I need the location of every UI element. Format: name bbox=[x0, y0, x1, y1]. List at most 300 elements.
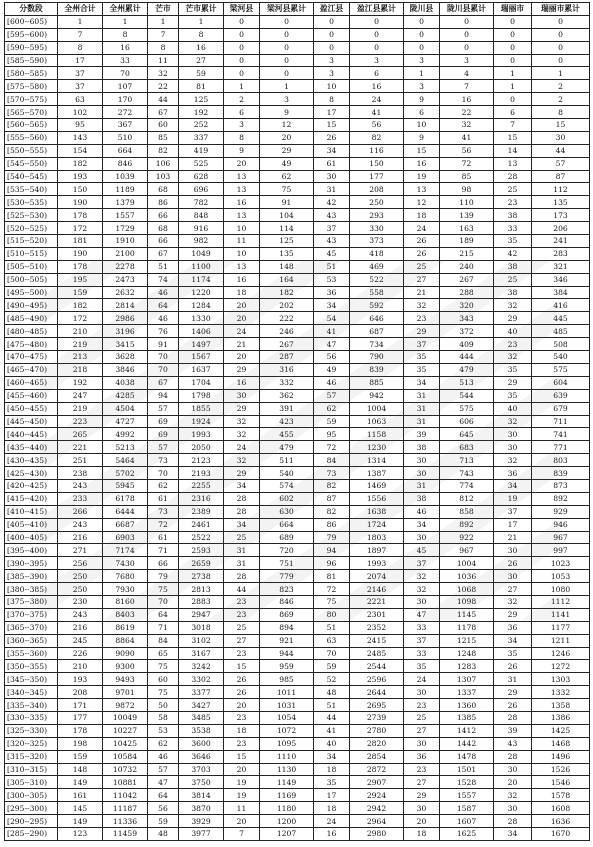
column-header: 分数段 bbox=[5, 3, 58, 16]
value-cell: 25 bbox=[224, 621, 260, 634]
value-cell: 3 bbox=[440, 54, 494, 67]
value-cell: 29 bbox=[404, 325, 440, 338]
value-cell: 40 bbox=[494, 325, 532, 338]
value-cell: 0 bbox=[260, 41, 314, 54]
value-cell: 54 bbox=[314, 312, 350, 325]
score-range-cell: [365--370) bbox=[5, 621, 58, 634]
value-cell: 32 bbox=[494, 454, 532, 467]
value-cell: 790 bbox=[350, 351, 404, 364]
value-cell: 922 bbox=[440, 531, 494, 544]
value-cell: 17 bbox=[58, 54, 103, 67]
value-cell: 52 bbox=[314, 673, 350, 686]
value-cell: 18 bbox=[314, 802, 350, 815]
value-cell: 544 bbox=[440, 389, 494, 402]
value-cell: 592 bbox=[350, 299, 404, 312]
value-cell: 10227 bbox=[103, 724, 148, 737]
value-cell: 62 bbox=[148, 737, 179, 750]
value-cell: 250 bbox=[350, 196, 404, 209]
value-cell: 1501 bbox=[440, 763, 494, 776]
table-row bbox=[5, 402, 590, 415]
value-cell: 30 bbox=[494, 441, 532, 454]
table-row bbox=[5, 170, 590, 183]
value-cell: 247 bbox=[58, 389, 103, 402]
value-cell: 10 bbox=[224, 247, 260, 260]
value-cell: 2813 bbox=[179, 583, 224, 596]
value-cell: 98 bbox=[440, 183, 494, 196]
score-range-cell: [385--390) bbox=[5, 570, 58, 583]
value-cell: 5464 bbox=[103, 454, 148, 467]
value-cell: 343 bbox=[440, 312, 494, 325]
value-cell: 150 bbox=[350, 157, 404, 170]
value-cell: 679 bbox=[532, 402, 590, 415]
value-cell: 73 bbox=[148, 505, 179, 518]
value-cell: 1031 bbox=[260, 699, 314, 712]
value-cell: 218 bbox=[58, 363, 103, 376]
value-cell: 1385 bbox=[440, 711, 494, 724]
table-row bbox=[5, 209, 590, 222]
value-cell: 330 bbox=[350, 222, 404, 235]
value-cell: 206 bbox=[532, 222, 590, 235]
value-cell: 3242 bbox=[179, 660, 224, 673]
value-cell: 41 bbox=[350, 106, 404, 119]
value-cell: 6444 bbox=[103, 505, 148, 518]
table-row bbox=[5, 660, 590, 673]
value-cell: 2316 bbox=[179, 492, 224, 505]
score-range-cell: [430--435) bbox=[5, 454, 58, 467]
value-cell: 114 bbox=[260, 222, 314, 235]
value-cell: 6 bbox=[404, 106, 440, 119]
value-cell: 56 bbox=[440, 144, 494, 157]
value-cell: 37 bbox=[404, 557, 440, 570]
value-cell: 7 bbox=[494, 119, 532, 132]
value-cell: 48 bbox=[148, 828, 179, 841]
value-cell: 3814 bbox=[179, 789, 224, 802]
column-header: 梁河县累计 bbox=[260, 3, 314, 16]
value-cell: 154 bbox=[58, 144, 103, 157]
value-cell: 27 bbox=[179, 54, 224, 67]
table-row bbox=[5, 351, 590, 364]
value-cell: 45 bbox=[404, 544, 440, 557]
value-cell: 82 bbox=[148, 144, 179, 157]
value-cell: 1556 bbox=[350, 492, 404, 505]
table-row bbox=[5, 673, 590, 686]
score-range-cell: [305--310) bbox=[5, 776, 58, 789]
score-range-cell: [560--565) bbox=[5, 119, 58, 132]
value-cell: 2352 bbox=[350, 621, 404, 634]
table-row bbox=[5, 80, 590, 93]
value-cell: 1 bbox=[532, 67, 590, 80]
value-cell: 139 bbox=[440, 209, 494, 222]
value-cell: 240 bbox=[440, 260, 494, 273]
value-cell: 148 bbox=[58, 763, 103, 776]
value-cell: 85 bbox=[148, 131, 179, 144]
score-range-cell: [490--495) bbox=[5, 299, 58, 312]
score-distribution-table bbox=[4, 2, 590, 841]
value-cell: 0 bbox=[494, 15, 532, 28]
value-cell: 0 bbox=[404, 28, 440, 41]
value-cell: 62 bbox=[148, 479, 179, 492]
value-cell: 35 bbox=[494, 647, 532, 660]
value-cell: 26 bbox=[494, 557, 532, 570]
score-range-cell: [405--410) bbox=[5, 518, 58, 531]
value-cell: 4504 bbox=[103, 402, 148, 415]
table-row bbox=[5, 28, 590, 41]
value-cell: 29 bbox=[224, 402, 260, 415]
value-cell: 1215 bbox=[440, 634, 494, 647]
value-cell: 2123 bbox=[179, 454, 224, 467]
value-cell: 226 bbox=[58, 647, 103, 660]
value-cell: 1332 bbox=[532, 686, 590, 699]
value-cell: 143 bbox=[58, 131, 103, 144]
value-cell: 33 bbox=[404, 621, 440, 634]
value-cell: 3196 bbox=[103, 325, 148, 338]
value-cell: 32 bbox=[494, 789, 532, 802]
value-cell: 782 bbox=[179, 196, 224, 209]
table-row bbox=[5, 67, 590, 80]
table-row bbox=[5, 93, 590, 106]
value-cell: 2389 bbox=[179, 505, 224, 518]
value-cell: 1478 bbox=[440, 750, 494, 763]
value-cell: 159 bbox=[58, 286, 103, 299]
value-cell: 27 bbox=[404, 776, 440, 789]
value-cell: 66 bbox=[148, 209, 179, 222]
value-cell: 0 bbox=[260, 54, 314, 67]
value-cell: 720 bbox=[260, 544, 314, 557]
value-cell: 245 bbox=[58, 634, 103, 647]
value-cell: 944 bbox=[260, 647, 314, 660]
value-cell: 1387 bbox=[350, 467, 404, 480]
value-cell: 0 bbox=[532, 28, 590, 41]
value-cell: 73 bbox=[148, 454, 179, 467]
value-cell: 32 bbox=[404, 583, 440, 596]
value-cell: 372 bbox=[440, 325, 494, 338]
value-cell: 164 bbox=[260, 273, 314, 286]
value-cell: 53 bbox=[148, 724, 179, 737]
value-cell: 510 bbox=[103, 131, 148, 144]
value-cell: 15 bbox=[314, 119, 350, 132]
value-cell: 38 bbox=[404, 441, 440, 454]
value-cell: 84 bbox=[148, 634, 179, 647]
value-cell: 35 bbox=[314, 776, 350, 789]
value-cell: 40 bbox=[314, 737, 350, 750]
value-cell: 75 bbox=[260, 183, 314, 196]
value-cell: 23 bbox=[494, 338, 532, 351]
value-cell: 846 bbox=[103, 157, 148, 170]
value-cell: 87 bbox=[532, 170, 590, 183]
value-cell: 1054 bbox=[260, 711, 314, 724]
value-cell: 0 bbox=[224, 28, 260, 41]
value-cell: 1220 bbox=[179, 286, 224, 299]
value-cell: 1798 bbox=[179, 389, 224, 402]
value-cell: 0 bbox=[440, 28, 494, 41]
value-cell: 3 bbox=[350, 54, 404, 67]
value-cell: 30 bbox=[404, 454, 440, 467]
value-cell: 223 bbox=[58, 415, 103, 428]
value-cell: 11 bbox=[224, 802, 260, 815]
value-cell: 28 bbox=[494, 750, 532, 763]
value-cell: 70 bbox=[103, 67, 148, 80]
value-cell: 1625 bbox=[440, 828, 494, 841]
table-row bbox=[5, 505, 590, 518]
value-cell: 959 bbox=[260, 660, 314, 673]
value-cell: 33 bbox=[494, 222, 532, 235]
value-cell: 20 bbox=[224, 699, 260, 712]
value-cell: 32 bbox=[494, 351, 532, 364]
value-cell: 46 bbox=[314, 376, 350, 389]
value-cell: 18 bbox=[404, 209, 440, 222]
value-cell: 1497 bbox=[179, 338, 224, 351]
value-cell: 43 bbox=[314, 235, 350, 248]
value-cell: 16 bbox=[103, 41, 148, 54]
value-cell: 189 bbox=[440, 235, 494, 248]
value-cell: 20 bbox=[224, 157, 260, 170]
value-cell: 82 bbox=[314, 479, 350, 492]
value-cell: 17 bbox=[494, 518, 532, 531]
value-cell: 803 bbox=[532, 454, 590, 467]
value-cell: 26 bbox=[404, 235, 440, 248]
value-cell: 416 bbox=[532, 299, 590, 312]
value-cell: 23 bbox=[224, 608, 260, 621]
table-row bbox=[5, 312, 590, 325]
value-cell: 110 bbox=[440, 196, 494, 209]
table-row bbox=[5, 479, 590, 492]
value-cell: 192 bbox=[58, 376, 103, 389]
score-range-cell: [600--605) bbox=[5, 15, 58, 28]
value-cell: 145 bbox=[58, 802, 103, 815]
value-cell: 272 bbox=[103, 106, 148, 119]
value-cell: 38 bbox=[494, 286, 532, 299]
value-cell: 1546 bbox=[532, 776, 590, 789]
value-cell: 26 bbox=[404, 247, 440, 260]
value-cell: 13 bbox=[404, 183, 440, 196]
value-cell: 30 bbox=[494, 802, 532, 815]
value-cell: 1272 bbox=[532, 660, 590, 673]
table-row bbox=[5, 260, 590, 273]
value-cell: 24 bbox=[404, 673, 440, 686]
table-row bbox=[5, 325, 590, 338]
table-row bbox=[5, 144, 590, 157]
value-cell: 70 bbox=[148, 351, 179, 364]
value-cell: 513 bbox=[440, 376, 494, 389]
value-cell: 135 bbox=[532, 196, 590, 209]
value-cell: 4 bbox=[440, 67, 494, 80]
value-cell: 1330 bbox=[179, 312, 224, 325]
value-cell: 32 bbox=[224, 428, 260, 441]
value-cell: 11459 bbox=[103, 828, 148, 841]
score-range-cell: [285--290) bbox=[5, 828, 58, 841]
value-cell: 10049 bbox=[103, 711, 148, 724]
value-cell: 3 bbox=[404, 80, 440, 93]
value-cell: 9 bbox=[404, 93, 440, 106]
value-cell: 30 bbox=[494, 428, 532, 441]
value-cell: 12 bbox=[404, 196, 440, 209]
value-cell: 163 bbox=[440, 222, 494, 235]
value-cell: 10 bbox=[224, 222, 260, 235]
value-cell: 44 bbox=[314, 711, 350, 724]
value-cell: 64 bbox=[148, 789, 179, 802]
value-cell: 418 bbox=[350, 247, 404, 260]
value-cell: 2074 bbox=[350, 570, 404, 583]
score-range-cell: [380--385) bbox=[5, 583, 58, 596]
value-cell: 86 bbox=[314, 518, 350, 531]
value-cell: 2644 bbox=[350, 686, 404, 699]
value-cell: 1468 bbox=[532, 737, 590, 750]
value-cell: 4727 bbox=[103, 415, 148, 428]
value-cell: 11042 bbox=[103, 789, 148, 802]
value-cell: 47 bbox=[314, 338, 350, 351]
value-cell: 208 bbox=[58, 686, 103, 699]
value-cell: 173 bbox=[532, 209, 590, 222]
value-cell: 222 bbox=[260, 312, 314, 325]
value-cell: 241 bbox=[532, 235, 590, 248]
value-cell: 0 bbox=[494, 93, 532, 106]
value-cell: 1637 bbox=[179, 363, 224, 376]
value-cell: 33 bbox=[103, 54, 148, 67]
value-cell: 293 bbox=[350, 209, 404, 222]
value-cell: 885 bbox=[350, 376, 404, 389]
value-cell: 182 bbox=[58, 157, 103, 170]
value-cell: 85 bbox=[440, 170, 494, 183]
value-cell: 13 bbox=[224, 209, 260, 222]
value-cell: 6687 bbox=[103, 518, 148, 531]
value-cell: 2596 bbox=[350, 673, 404, 686]
value-cell: 8 bbox=[314, 93, 350, 106]
value-cell: 1158 bbox=[350, 428, 404, 441]
value-cell: 11336 bbox=[103, 815, 148, 828]
table-row bbox=[5, 235, 590, 248]
value-cell: 1110 bbox=[260, 750, 314, 763]
score-range-cell: [565--570) bbox=[5, 106, 58, 119]
value-cell: 38 bbox=[494, 209, 532, 222]
score-range-cell: [470--475) bbox=[5, 351, 58, 364]
table-row bbox=[5, 531, 590, 544]
value-cell: 24 bbox=[224, 441, 260, 454]
score-range-cell: [530--535) bbox=[5, 196, 58, 209]
score-range-cell: [540--545) bbox=[5, 170, 58, 183]
table-row bbox=[5, 595, 590, 608]
value-cell: 0 bbox=[350, 28, 404, 41]
value-cell: 1 bbox=[404, 67, 440, 80]
table-row bbox=[5, 570, 590, 583]
value-cell: 51 bbox=[148, 260, 179, 273]
value-cell: 63 bbox=[58, 93, 103, 106]
value-cell: 56 bbox=[350, 119, 404, 132]
value-cell: 15 bbox=[494, 131, 532, 144]
value-cell: 13 bbox=[224, 183, 260, 196]
value-cell: 1098 bbox=[440, 595, 494, 608]
value-cell: 2301 bbox=[350, 608, 404, 621]
value-cell: 9 bbox=[404, 131, 440, 144]
value-cell: 95 bbox=[58, 119, 103, 132]
value-cell: 22 bbox=[440, 106, 494, 119]
value-cell: 3646 bbox=[179, 750, 224, 763]
value-cell: 46 bbox=[404, 505, 440, 518]
value-cell: 812 bbox=[440, 492, 494, 505]
value-cell: 34 bbox=[404, 518, 440, 531]
value-cell: 743 bbox=[440, 467, 494, 480]
score-range-cell: [445--450) bbox=[5, 415, 58, 428]
value-cell: 73 bbox=[314, 467, 350, 480]
value-cell: 3018 bbox=[179, 621, 224, 634]
value-cell: 1 bbox=[260, 80, 314, 93]
value-cell: 25 bbox=[404, 711, 440, 724]
value-cell: 1063 bbox=[350, 415, 404, 428]
score-range-cell: [435--440) bbox=[5, 441, 58, 454]
value-cell: 1177 bbox=[532, 621, 590, 634]
value-cell: 62 bbox=[314, 402, 350, 415]
value-cell: 49 bbox=[314, 363, 350, 376]
value-cell: 839 bbox=[532, 467, 590, 480]
value-cell: 3302 bbox=[179, 673, 224, 686]
value-cell: 2050 bbox=[179, 441, 224, 454]
value-cell: 1993 bbox=[179, 428, 224, 441]
value-cell: 839 bbox=[350, 363, 404, 376]
value-cell: 48 bbox=[314, 686, 350, 699]
value-cell: 1897 bbox=[350, 544, 404, 557]
column-header: 全州累计 bbox=[103, 3, 148, 16]
value-cell: 149 bbox=[58, 776, 103, 789]
column-header: 瑞丽市累计 bbox=[532, 3, 590, 16]
value-cell: 24 bbox=[350, 93, 404, 106]
score-range-cell: [525--530) bbox=[5, 209, 58, 222]
value-cell: 18 bbox=[224, 286, 260, 299]
value-cell: 1246 bbox=[532, 647, 590, 660]
value-cell: 182 bbox=[58, 299, 103, 312]
value-cell: 540 bbox=[532, 351, 590, 364]
value-cell: 3485 bbox=[179, 711, 224, 724]
value-cell: 35 bbox=[404, 351, 440, 364]
value-cell: 3 bbox=[404, 54, 440, 67]
value-cell: 628 bbox=[179, 170, 224, 183]
value-cell: 0 bbox=[350, 41, 404, 54]
value-cell: 29 bbox=[494, 376, 532, 389]
value-cell: 37 bbox=[314, 222, 350, 235]
value-cell: 8619 bbox=[103, 621, 148, 634]
value-cell: 193 bbox=[58, 673, 103, 686]
value-cell: 266 bbox=[58, 505, 103, 518]
value-cell: 56 bbox=[314, 351, 350, 364]
value-cell: 858 bbox=[440, 505, 494, 518]
value-cell: 32 bbox=[148, 67, 179, 80]
value-cell: 29 bbox=[224, 467, 260, 480]
value-cell: 2964 bbox=[350, 815, 404, 828]
value-cell: 1230 bbox=[350, 441, 404, 454]
value-cell: 1112 bbox=[532, 595, 590, 608]
value-cell: 32 bbox=[404, 570, 440, 583]
value-cell: 2522 bbox=[179, 531, 224, 544]
value-cell: 61 bbox=[314, 157, 350, 170]
value-cell: 6 bbox=[350, 67, 404, 80]
value-cell: 190 bbox=[58, 247, 103, 260]
value-cell: 664 bbox=[103, 144, 148, 157]
value-cell: 39 bbox=[494, 724, 532, 737]
value-cell: 1169 bbox=[260, 789, 314, 802]
value-cell: 208 bbox=[350, 183, 404, 196]
value-cell: 7 bbox=[148, 28, 179, 41]
value-cell: 713 bbox=[440, 454, 494, 467]
value-cell: 869 bbox=[260, 608, 314, 621]
value-cell: 178 bbox=[58, 260, 103, 273]
value-cell: 2278 bbox=[103, 260, 148, 273]
value-cell: 181 bbox=[58, 235, 103, 248]
value-cell: 41 bbox=[440, 131, 494, 144]
value-cell: 3427 bbox=[179, 699, 224, 712]
value-cell: 43 bbox=[494, 737, 532, 750]
value-cell: 251 bbox=[58, 454, 103, 467]
score-range-cell: [345--350) bbox=[5, 673, 58, 686]
value-cell: 34 bbox=[494, 828, 532, 841]
score-range-cell: [555--560) bbox=[5, 131, 58, 144]
